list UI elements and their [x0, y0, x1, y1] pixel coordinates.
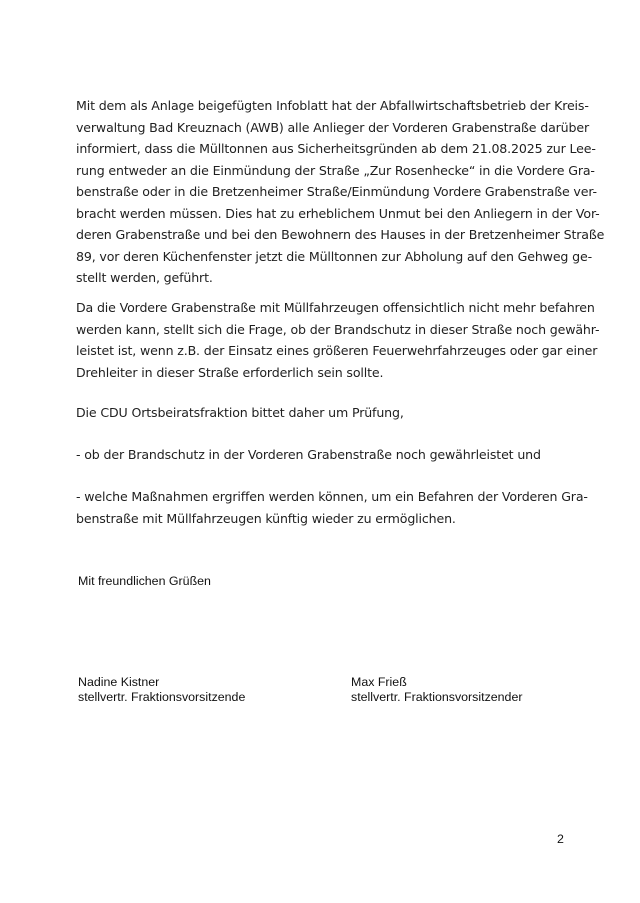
text-line: bracht werden müssen. Dies hat zu erheblichem Unmut bei den Anliegern in der Vor-: [76, 205, 600, 221]
signatory-name: Max Frieß: [351, 675, 407, 689]
text-line: Drehleiter in dieser Straße erforderlich sein sollte.: [76, 364, 384, 380]
page-number: 2: [557, 832, 564, 846]
paragraph-brandschutz-frage: [76, 297, 600, 383]
signatory-role: stellvertr. Fraktionsvorsitzende: [78, 690, 246, 704]
paragraph-infoblatt: [76, 95, 605, 289]
text-line: leistet ist, wenn z.B. der Einsatz eines größeren Feuerwehrfahrzeuges oder gar einer: [76, 343, 598, 358]
paragraph-pruefung: [76, 402, 562, 424]
list-item-brandschutz: [76, 444, 562, 466]
text-line: stellt werden, geführt.: [76, 270, 213, 285]
text-line: werden kann, stellt sich die Frage, ob der Brandschutz in dieser Straße noch gewähr-: [76, 321, 600, 337]
text-line: - ob der Brandschutz in der Vorderen Grabenstraße noch gewährleistet und: [76, 447, 541, 462]
closing-greeting: Mit freundlichen Grüßen: [78, 574, 211, 588]
signature-block-left: [78, 675, 245, 705]
text-line: rung entweder an die Einmündung der Straße „Zur Rosenhecke“ in die Vordere Gra-: [76, 162, 595, 178]
signatory-name: Nadine Kistner: [78, 675, 160, 689]
text-line: 89, vor deren Küchenfenster jetzt die Mülltonnen zur Abholung auf den Gehweg ge-: [76, 248, 592, 264]
text-line: - welche Maßnahmen ergriffen werden können, um ein Befahren der Vorderen Gra-: [76, 489, 588, 504]
text-line: benstraße mit Müllfahrzeugen künftig wieder zu ermöglichen.: [76, 510, 456, 526]
text-line: Da die Vordere Grabenstraße mit Müllfahrzeugen offensichtlich nicht mehr befahren: [76, 300, 595, 315]
signatory-role: stellvertr. Fraktionsvorsitzender: [351, 690, 523, 704]
text-line: Mit dem als Anlage beigefügten Infoblatt hat der Abfallwirtschaftsbetrieb der Kreis-: [76, 98, 589, 113]
text-line: informiert, dass die Mülltonnen aus Sicherheitsgründen ab dem 21.08.2025 zur Lee-: [76, 141, 596, 156]
text-line: Die CDU Ortsbeiratsfraktion bittet daher um Prüfung,: [76, 405, 404, 420]
text-line: benstraße oder in die Bretzenheimer Straße/Einmündung Vordere Grabenstraße ver-: [76, 184, 597, 199]
text-line: verwaltung Bad Kreuznach (AWB) alle Anlieger der Vorderen Grabenstraße darüber: [76, 119, 589, 135]
text-line: deren Grabenstraße und bei den Bewohnern des Hauses in der Bretzenheimer Straße: [76, 227, 605, 242]
signature-block-right: [351, 675, 522, 705]
list-item-massnahmen: [76, 486, 588, 529]
